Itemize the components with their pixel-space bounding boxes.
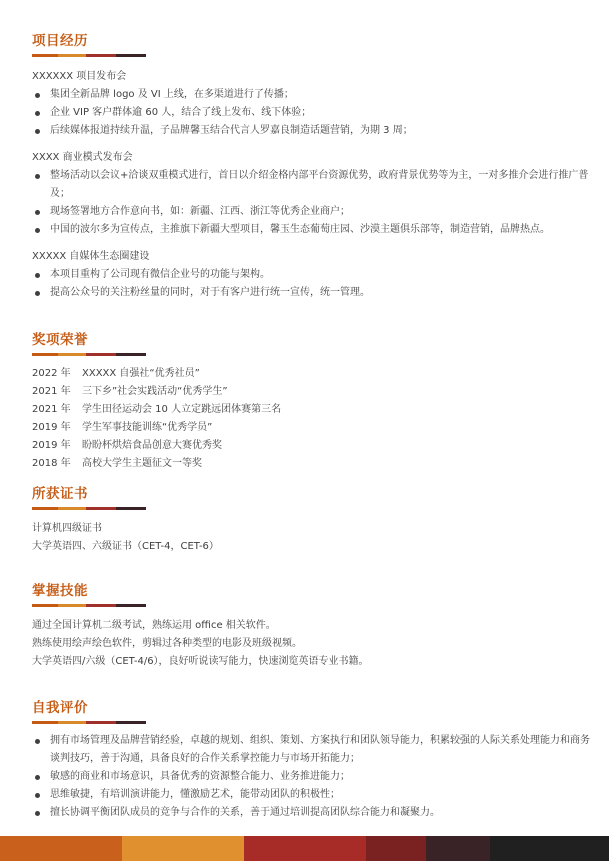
list-item: 提高公众号的关注粉丝量的同时，对于有客户进行统一宣传，统一管理。 bbox=[32, 284, 592, 302]
award-row bbox=[32, 455, 592, 473]
list-item: 后续媒体报道持续升温，子品牌馨玉结合代言人罗嘉良制造话题营销，为期 3 周； bbox=[32, 122, 592, 140]
certs-section bbox=[32, 485, 592, 556]
certs-list bbox=[32, 520, 592, 556]
footer-band-segment bbox=[122, 836, 244, 861]
project-group bbox=[32, 248, 592, 302]
self-eval-section bbox=[32, 699, 592, 822]
list-item: 擅长协调平衡团队成员的竞争与合作的关系，善于通过培训提高团队综合能力和凝聚力。 bbox=[32, 804, 592, 822]
awards-section bbox=[32, 331, 592, 473]
section-title-awards: 奖项荣誉 bbox=[32, 332, 88, 348]
skills-list bbox=[32, 617, 592, 671]
section-underline bbox=[32, 54, 146, 57]
list-item: 中国的波尔多为宣传点，主推旗下新疆大型项目，馨玉生态葡萄庄园、沙漠主题俱乐部等，制造营销，品牌热点。 bbox=[32, 221, 592, 239]
self-eval-list bbox=[32, 732, 592, 822]
footer-color-band bbox=[0, 836, 609, 861]
skill-item: 大学英语四/六级（CET-4/6），良好听说读写能力，快速浏览英语专业书籍。 bbox=[32, 656, 369, 667]
section-title-projects: 项目经历 bbox=[32, 33, 88, 49]
list-item: 拥有市场管理及品牌营销经验，卓越的规划、组织、策划、方案执行和团队领导能力，积累较强的人际关系处理能力和商务谈判技巧，善于沟通，具备良好的合作关系掌控能力与市场开拓能力； bbox=[32, 732, 592, 768]
list-item: 现场签署地方合作意向书，如：新疆、江西、浙江等优秀企业商户； bbox=[32, 203, 592, 221]
award-text: 学生田径运动会 10 人立定跳远团体赛第三名 bbox=[82, 404, 282, 415]
section-underline bbox=[32, 353, 146, 356]
footer-band-segment bbox=[0, 836, 122, 861]
award-row bbox=[32, 419, 592, 437]
award-year: 2021 年 bbox=[32, 404, 71, 415]
cert-item: 计算机四级证书 bbox=[32, 523, 102, 534]
footer-band-segment bbox=[244, 836, 366, 861]
list-item: 集团全新品牌 logo 及 VI 上线，在多渠道进行了传播； bbox=[32, 86, 592, 104]
award-year: 2019 年 bbox=[32, 422, 71, 433]
award-text: XXXXX 自强社“优秀社员” bbox=[82, 368, 200, 379]
list-item: 企业 VIP 客户群体逾 60 人，结合了线上发布、线下体验； bbox=[32, 104, 592, 122]
award-text: 三下乡”社会实践活动“优秀学生” bbox=[82, 386, 228, 397]
award-row bbox=[32, 365, 592, 383]
award-text: 学生军事技能训练“优秀学员” bbox=[82, 422, 213, 433]
award-row bbox=[32, 401, 592, 419]
list-item: 本项目重构了公司现有微信企业号的功能与架构。 bbox=[32, 266, 592, 284]
footer-band-segment bbox=[366, 836, 426, 861]
award-year: 2022 年 bbox=[32, 368, 71, 379]
section-underline bbox=[32, 604, 146, 607]
section-underline bbox=[32, 507, 146, 510]
award-text: 高校大学生主题征文一等奖 bbox=[82, 458, 202, 469]
list-item: 思维敏捷，有培训演讲能力，懂激励艺术，能带动团队的积极性； bbox=[32, 786, 592, 804]
award-row bbox=[32, 383, 592, 401]
award-row bbox=[32, 437, 592, 455]
skills-section bbox=[32, 582, 592, 671]
skill-item: 熟练使用绘声绘色软件，剪辑过各种类型的电影及班级视频。 bbox=[32, 638, 302, 649]
project-name: XXXXX 自媒体生态圈建设 bbox=[32, 251, 150, 262]
section-title-skills: 掌握技能 bbox=[32, 583, 88, 599]
list-item: 敏感的商业和市场意识，具备优秀的资源整合能力、业务推进能力； bbox=[32, 768, 592, 786]
cert-item: 大学英语四、六级证书（CET-4，CET-6） bbox=[32, 541, 219, 552]
project-name: XXXX 商业模式发布会 bbox=[32, 152, 133, 163]
awards-list bbox=[32, 365, 592, 473]
footer-band-segment bbox=[426, 836, 490, 861]
section-title-certs: 所获证书 bbox=[32, 486, 88, 502]
project-group bbox=[32, 68, 592, 140]
project-name: XXXXXX 项目发布会 bbox=[32, 71, 127, 82]
list-item: 整场活动以会议+洽谈双重模式进行，首日以介绍金格内部平台资源优势，政府背景优势等为主，一对多推介会进行推广普及； bbox=[32, 167, 592, 203]
skill-item: 通过全国计算机二级考试，熟练运用 office 相关软件。 bbox=[32, 620, 276, 631]
award-text: 盼盼杯烘焙食品创意大赛优秀奖 bbox=[82, 440, 222, 451]
section-title-self-eval: 自我评价 bbox=[32, 700, 88, 716]
footer-band-segment bbox=[490, 836, 609, 861]
section-underline bbox=[32, 721, 146, 724]
project-group bbox=[32, 149, 592, 239]
projects-section bbox=[32, 32, 592, 302]
award-year: 2018 年 bbox=[32, 458, 71, 469]
award-year: 2019 年 bbox=[32, 440, 71, 451]
award-year: 2021 年 bbox=[32, 386, 71, 397]
